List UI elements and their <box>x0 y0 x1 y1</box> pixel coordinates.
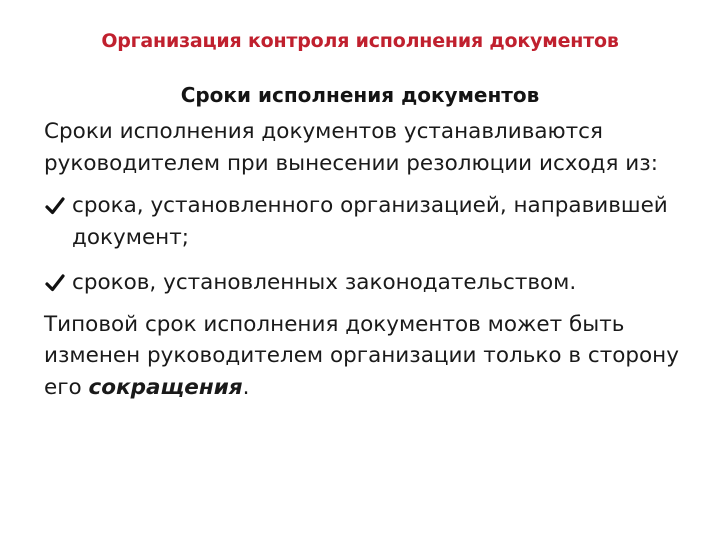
slide-subtitle: Сроки исполнения документов <box>180 83 540 107</box>
slide-title: Организация контроля исполнения документов <box>101 30 619 52</box>
bullet-text: сроков, установленных законодательством. <box>72 270 577 295</box>
closing-paragraph <box>44 309 694 404</box>
checkmark-icon <box>44 272 66 294</box>
bullet-item <box>44 190 694 253</box>
checkmark-icon <box>44 195 66 217</box>
closing-suffix: . <box>242 374 250 400</box>
bullet-item <box>44 267 694 299</box>
emphasis-word: сокращения <box>88 374 243 400</box>
bullet-text: срока, установленного организацией, направившей документ; <box>72 193 668 250</box>
closing-text: Типовой срок исполнения документов может быть изменен руководителем организации только в сторону его <box>44 311 679 400</box>
slide-body <box>44 116 694 403</box>
intro-paragraph: Сроки исполнения документов устанавливаются руководителем при вынесении резолюции исходя из: <box>44 119 658 176</box>
